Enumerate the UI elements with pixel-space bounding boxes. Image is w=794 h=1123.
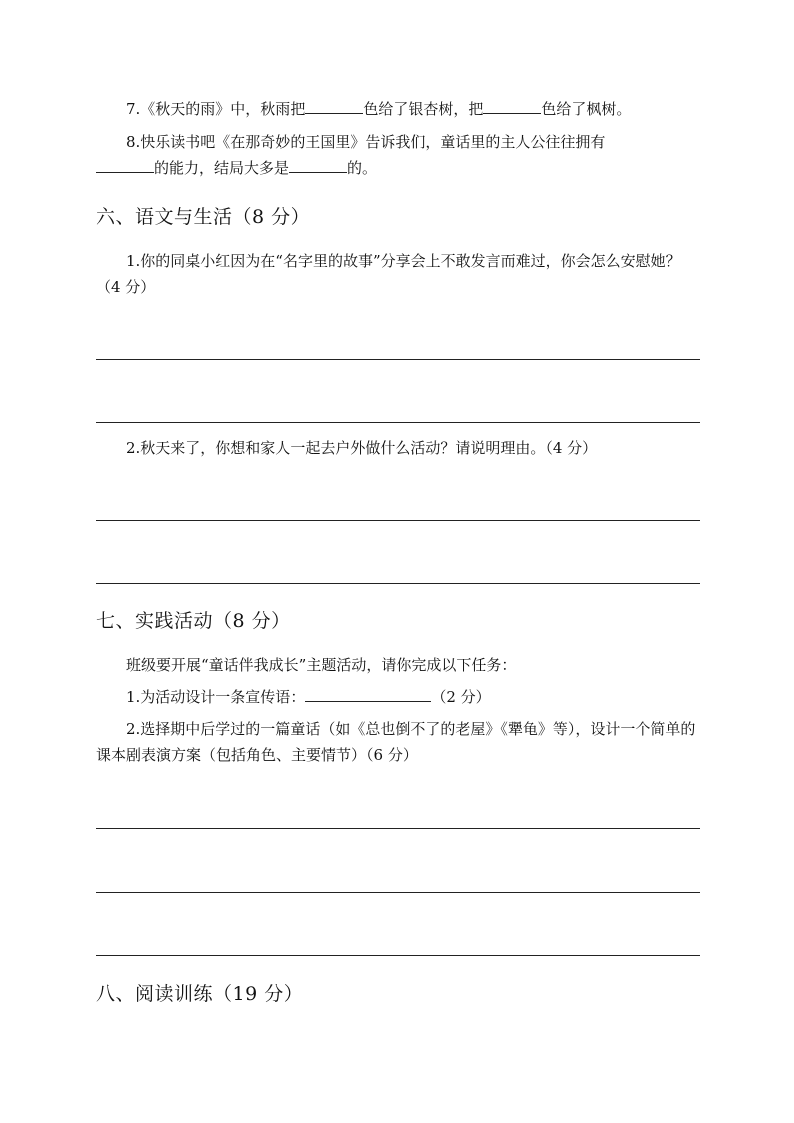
- question-7: [126, 98, 631, 119]
- task-1-text: 1.为活动设计一条宣传语：: [126, 688, 306, 706]
- slogan-blank[interactable]: [305, 689, 431, 702]
- section-8-title: 八、阅读训练（19 分）: [96, 983, 304, 1005]
- section-7-title: 七、实践活动（8 分）: [96, 610, 291, 632]
- q8-text-part2: 的能力，结局大多是: [154, 159, 290, 177]
- answer-line[interactable]: [96, 422, 700, 423]
- answer-line[interactable]: [96, 892, 700, 893]
- task-1-score: （2 分）: [431, 688, 491, 706]
- answer-line[interactable]: [96, 520, 700, 521]
- q7-blank-1[interactable]: [305, 101, 363, 114]
- q7-blank-2[interactable]: [483, 101, 541, 114]
- q8-text-line1: 8.快乐读书吧《在那奇妙的王国里》告诉我们，童话里的主人公往往拥有: [126, 133, 606, 151]
- question-8-line1: [126, 131, 605, 152]
- q8-blank-2[interactable]: [289, 160, 347, 173]
- answer-line[interactable]: [96, 828, 700, 829]
- answer-line[interactable]: [96, 359, 700, 360]
- q7-text-part1: 7.《秋天的雨》中，秋雨把: [126, 100, 306, 118]
- section-6-question-2: 2.秋天来了，你想和家人一起去户外做什么活动？请说明理由。（4 分）: [126, 439, 598, 457]
- section-7-task-2: 2.选择期中后学过的一篇童话（如《总也倒不了的老屋》《犟龟》等），设计一个简单的课本剧表演方案（包括角色、主要情节）（6 分）: [96, 720, 696, 764]
- q8-blank-1[interactable]: [96, 160, 154, 173]
- q8-text-part3: 的。: [347, 159, 378, 177]
- question-8-line2: [96, 157, 377, 178]
- section-6-title: 六、语文与生活（8 分）: [96, 206, 311, 228]
- section-7-intro: 班级要开展“童话伴我成长”主题活动，请你完成以下任务：: [126, 656, 517, 674]
- q7-text-part2: 色给了银杏树，把: [363, 100, 484, 118]
- answer-line[interactable]: [96, 583, 700, 584]
- q7-text-part3: 色给了枫树。: [541, 100, 632, 118]
- section-7-task-1: [126, 686, 491, 707]
- answer-line[interactable]: [96, 955, 700, 956]
- section-6-question-1: 1.你的同桌小红因为在“名字里的故事”分享会上不敢发言而难过，你会怎么安慰她？（4 分）: [96, 252, 681, 296]
